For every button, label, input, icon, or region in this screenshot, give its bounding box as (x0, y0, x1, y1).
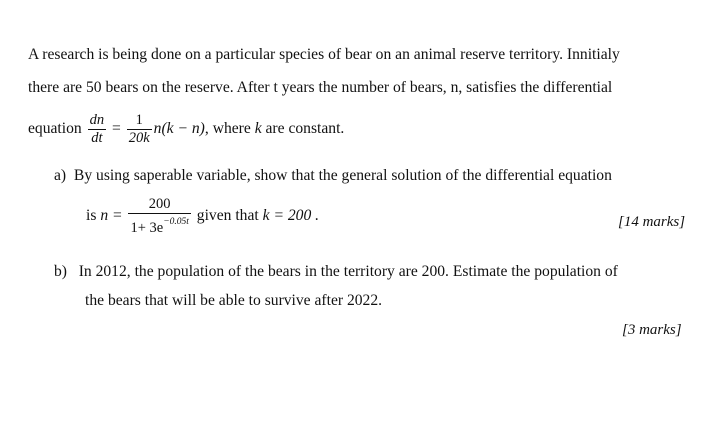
part-a-marks: [14 marks] (618, 214, 686, 230)
differential-equation (28, 112, 344, 147)
part-a-line (54, 167, 612, 185)
solution-numerator: 200 (148, 196, 171, 212)
solution-fraction (128, 196, 190, 237)
fraction-one: 1 (135, 112, 143, 128)
solution-exponent: −0.05t (163, 217, 189, 227)
part-b-label: b) (54, 263, 67, 280)
part-b-line-2: the bears that will be able to survive after 2022. (85, 292, 383, 309)
dn-dt-fraction (88, 112, 107, 147)
constant-text: are constant. (265, 120, 345, 138)
n-equals: n = (100, 207, 123, 225)
part-b-text: In 2012, the population of the bears in the territory are 200. Estimate the population of (78, 263, 618, 280)
intro-line-2: there are 50 bears on the reserve. After t years the number of bears, n, satisfies the differential (28, 79, 613, 96)
is-text: is (86, 207, 97, 225)
fraction-dn: dn (89, 112, 105, 128)
k-value: k = 200 . (262, 207, 320, 225)
general-solution (86, 196, 319, 237)
solution-denominator: $1+ 3e^{-0.05t}$ (128, 213, 190, 237)
fraction-dt: dt (88, 129, 107, 147)
given-text: given that (196, 207, 259, 225)
where-text: , where (204, 120, 251, 138)
part-a-text: By using saperable variable, show that the general solution of the differential equation (73, 167, 612, 184)
equation-word: equation (28, 120, 82, 138)
part-b-line-1 (54, 263, 618, 281)
k-symbol: k (254, 120, 262, 138)
part-a-label: a) (54, 167, 67, 184)
part-b-marks: [3 marks] (622, 322, 682, 338)
fraction-20k: 20k (128, 130, 150, 146)
rhs-expression: n(k − n) (153, 120, 205, 138)
equals-sign: = (112, 120, 121, 138)
one-over-20k-fraction (127, 112, 152, 147)
intro-line-1: A research is being done on a particular species of bear on an animal reserve territory. Innitialy (28, 46, 620, 63)
